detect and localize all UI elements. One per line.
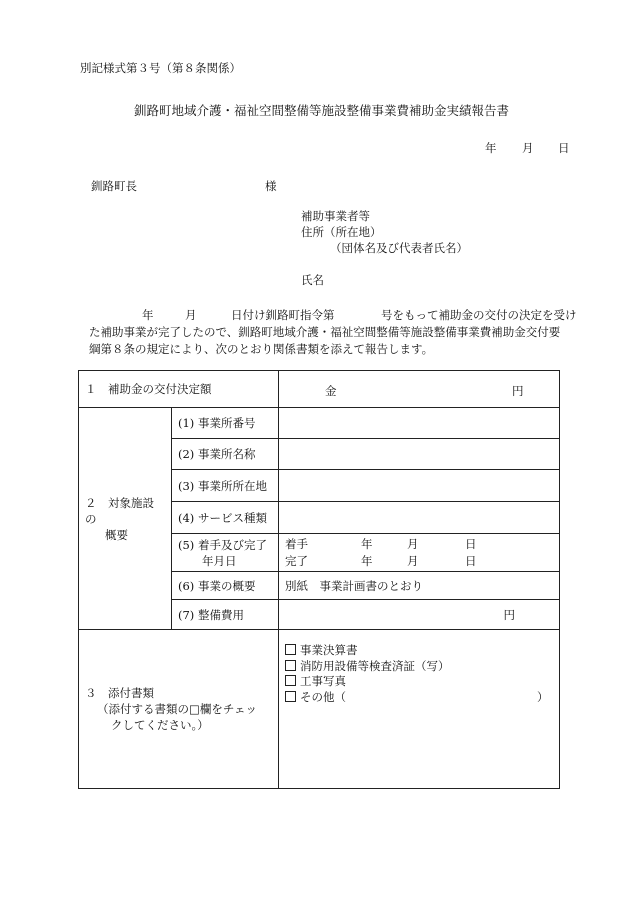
- office-number-label: (1) 事業所番号: [172, 408, 279, 439]
- grant-amount-label: １ 補助金の交付決定額: [79, 371, 279, 408]
- checkbox[interactable]: [285, 691, 296, 702]
- start-label: 着手: [285, 537, 308, 551]
- cost-yen-label: 円: [503, 607, 515, 622]
- attachments-label: ３ 添付書類 （添付する書類の□欄をチェッ クしてください。）: [79, 630, 279, 789]
- project-summary-cell[interactable]: 別紙 事業計画書のとおり: [279, 572, 560, 600]
- start-end-date-cell[interactable]: 着手 年 月 日 完了 年 月 日: [279, 534, 560, 572]
- applicant-name: 氏名: [301, 273, 324, 287]
- date-month-label: 月: [522, 141, 534, 155]
- cost-cell[interactable]: [279, 600, 560, 630]
- office-name-label: (2) 事業所名称: [172, 439, 279, 470]
- body-month: 月: [185, 308, 197, 322]
- checkbox[interactable]: [285, 644, 296, 655]
- applicant-org: （団体名及び代表者氏名）: [330, 241, 468, 255]
- checkbox[interactable]: [285, 675, 296, 686]
- service-type-label: (4) サービス種類: [172, 502, 279, 534]
- project-summary-label: (6) 事業の概要: [172, 572, 279, 600]
- grant-amount-cell[interactable]: [279, 371, 560, 408]
- report-table: [78, 370, 560, 789]
- attachments-cell: [279, 630, 560, 789]
- honorific: 様: [265, 179, 277, 193]
- kin-label: 金: [325, 384, 337, 398]
- date-year-label: 年: [485, 141, 497, 155]
- attachment-item[interactable]: 事業決算書: [285, 643, 553, 659]
- body-line3: 綱第８条の規定により、次のとおり関係書類を添えて報告します。: [89, 342, 434, 356]
- cost-label: (7) 整備費用: [172, 600, 279, 630]
- office-address-label: (3) 事業所所在地: [172, 470, 279, 502]
- body-year: 年: [142, 308, 154, 322]
- attachment-close-paren: ）: [537, 689, 549, 704]
- office-number-cell[interactable]: [279, 408, 560, 439]
- form-id: 別記様式第３号（第８条関係）: [80, 61, 241, 75]
- body-daypart: 日付け釧路町指令第: [231, 308, 335, 322]
- applicant-label: 補助事業者等: [301, 209, 370, 223]
- yen-label: 円: [512, 384, 524, 398]
- start-end-date-label: (5) 着手及び完了 年月日: [172, 534, 279, 572]
- end-label: 完了: [285, 554, 308, 568]
- office-address-cell[interactable]: [279, 470, 560, 502]
- office-name-cell[interactable]: [279, 439, 560, 470]
- body-numpart: 号をもって補助金の交付の決定を受け: [381, 308, 577, 322]
- applicant-address: 住所（所在地）: [301, 225, 382, 239]
- date-day-label: 日: [558, 141, 570, 155]
- attachment-item[interactable]: 工事写真: [285, 674, 553, 690]
- document-title: 釧路町地域介護・福祉空間整備等施設整備事業費補助金実績報告書: [134, 103, 510, 118]
- attachment-item[interactable]: 消防用設備等検査済証（写）: [285, 659, 553, 675]
- service-type-cell[interactable]: [279, 502, 560, 534]
- body-line2: た補助事業が完了したので、釧路町地域介護・福祉空間整備等施設整備事業費補助金交付要: [89, 325, 561, 339]
- facility-overview-label: ２ 対象施設の 概要: [79, 408, 172, 630]
- checkbox[interactable]: [285, 660, 296, 671]
- attachment-item[interactable]: その他（ ）: [285, 690, 553, 706]
- addressee: 釧路町長: [91, 179, 137, 193]
